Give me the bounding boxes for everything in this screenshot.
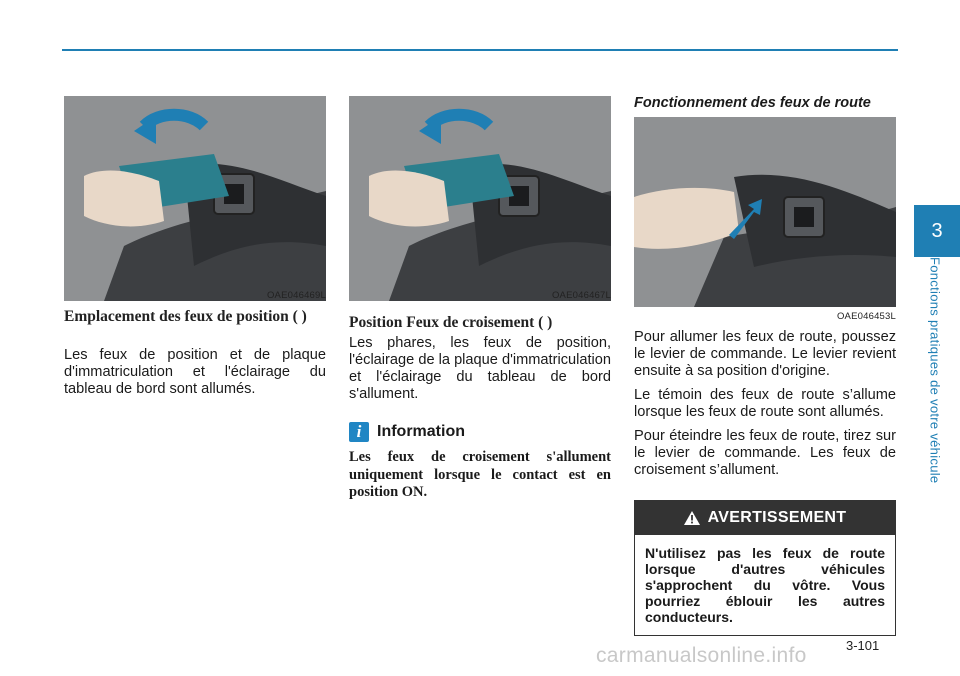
information-title — [349, 422, 465, 442]
paragraph-2: Le témoin des feux de route s’allume lorsque les feux de route sont allumés. — [634, 387, 896, 420]
figure-code: OAE046453L — [836, 311, 896, 322]
figure-code: OAE046467L — [551, 290, 611, 301]
warning-icon — [684, 511, 700, 525]
heading-position-lights: Emplacement des feux de position ( ) — [64, 308, 307, 325]
chapter-title-vertical: Fonctions pratiques de votre véhicule — [927, 257, 943, 484]
warning-header — [635, 501, 895, 535]
body-low-beam: Les phares, les feux de position, l'éclairage de la plaque d'immatriculation et l'éclairage du tableau de bord s'allument. — [349, 335, 611, 402]
warning-text: N'utilisez pas les feux de route lorsque d'autres véhicules s'approchent du vôtre. Vous pourriez éblouir les autres conducteurs. — [645, 545, 885, 625]
body-high-beam — [634, 329, 896, 486]
watermark: carmanualsonline.info — [596, 644, 807, 667]
information-text: Les feux de croisement s'allument uniquement lorsque le contact est en position ON. — [349, 449, 611, 500]
figure-code: OAE046469L — [266, 290, 326, 301]
warning-title: AVERTISSEMENT — [707, 509, 847, 526]
information-label: Information — [377, 423, 465, 440]
heading-low-beam: Position Feux de croisement ( ) — [349, 314, 553, 331]
info-icon: i — [349, 422, 369, 442]
figure-high-beam — [634, 117, 896, 307]
paragraph-3: Pour éteindre les feux de route, tirez sur le levier de commande. Les feux de croisement s’allument. — [634, 428, 896, 478]
paragraph-1: Pour allumer les feux de route, poussez le levier de commande. Le levier revient ensuite à sa position d'origine. — [634, 329, 896, 379]
section-title-high-beam: Fonctionnement des feux de route — [634, 95, 871, 111]
page-number: 3-101 — [846, 638, 880, 653]
chapter-tab: 3 — [914, 205, 960, 257]
figure-position-lights — [64, 96, 326, 301]
warning-box — [634, 500, 896, 636]
body-position-lights: Les feux de position et de plaque d'immatriculation et l'éclairage du tableau de bord sont allumés. — [64, 347, 326, 397]
top-rule — [62, 49, 898, 51]
figure-low-beam — [349, 96, 611, 301]
